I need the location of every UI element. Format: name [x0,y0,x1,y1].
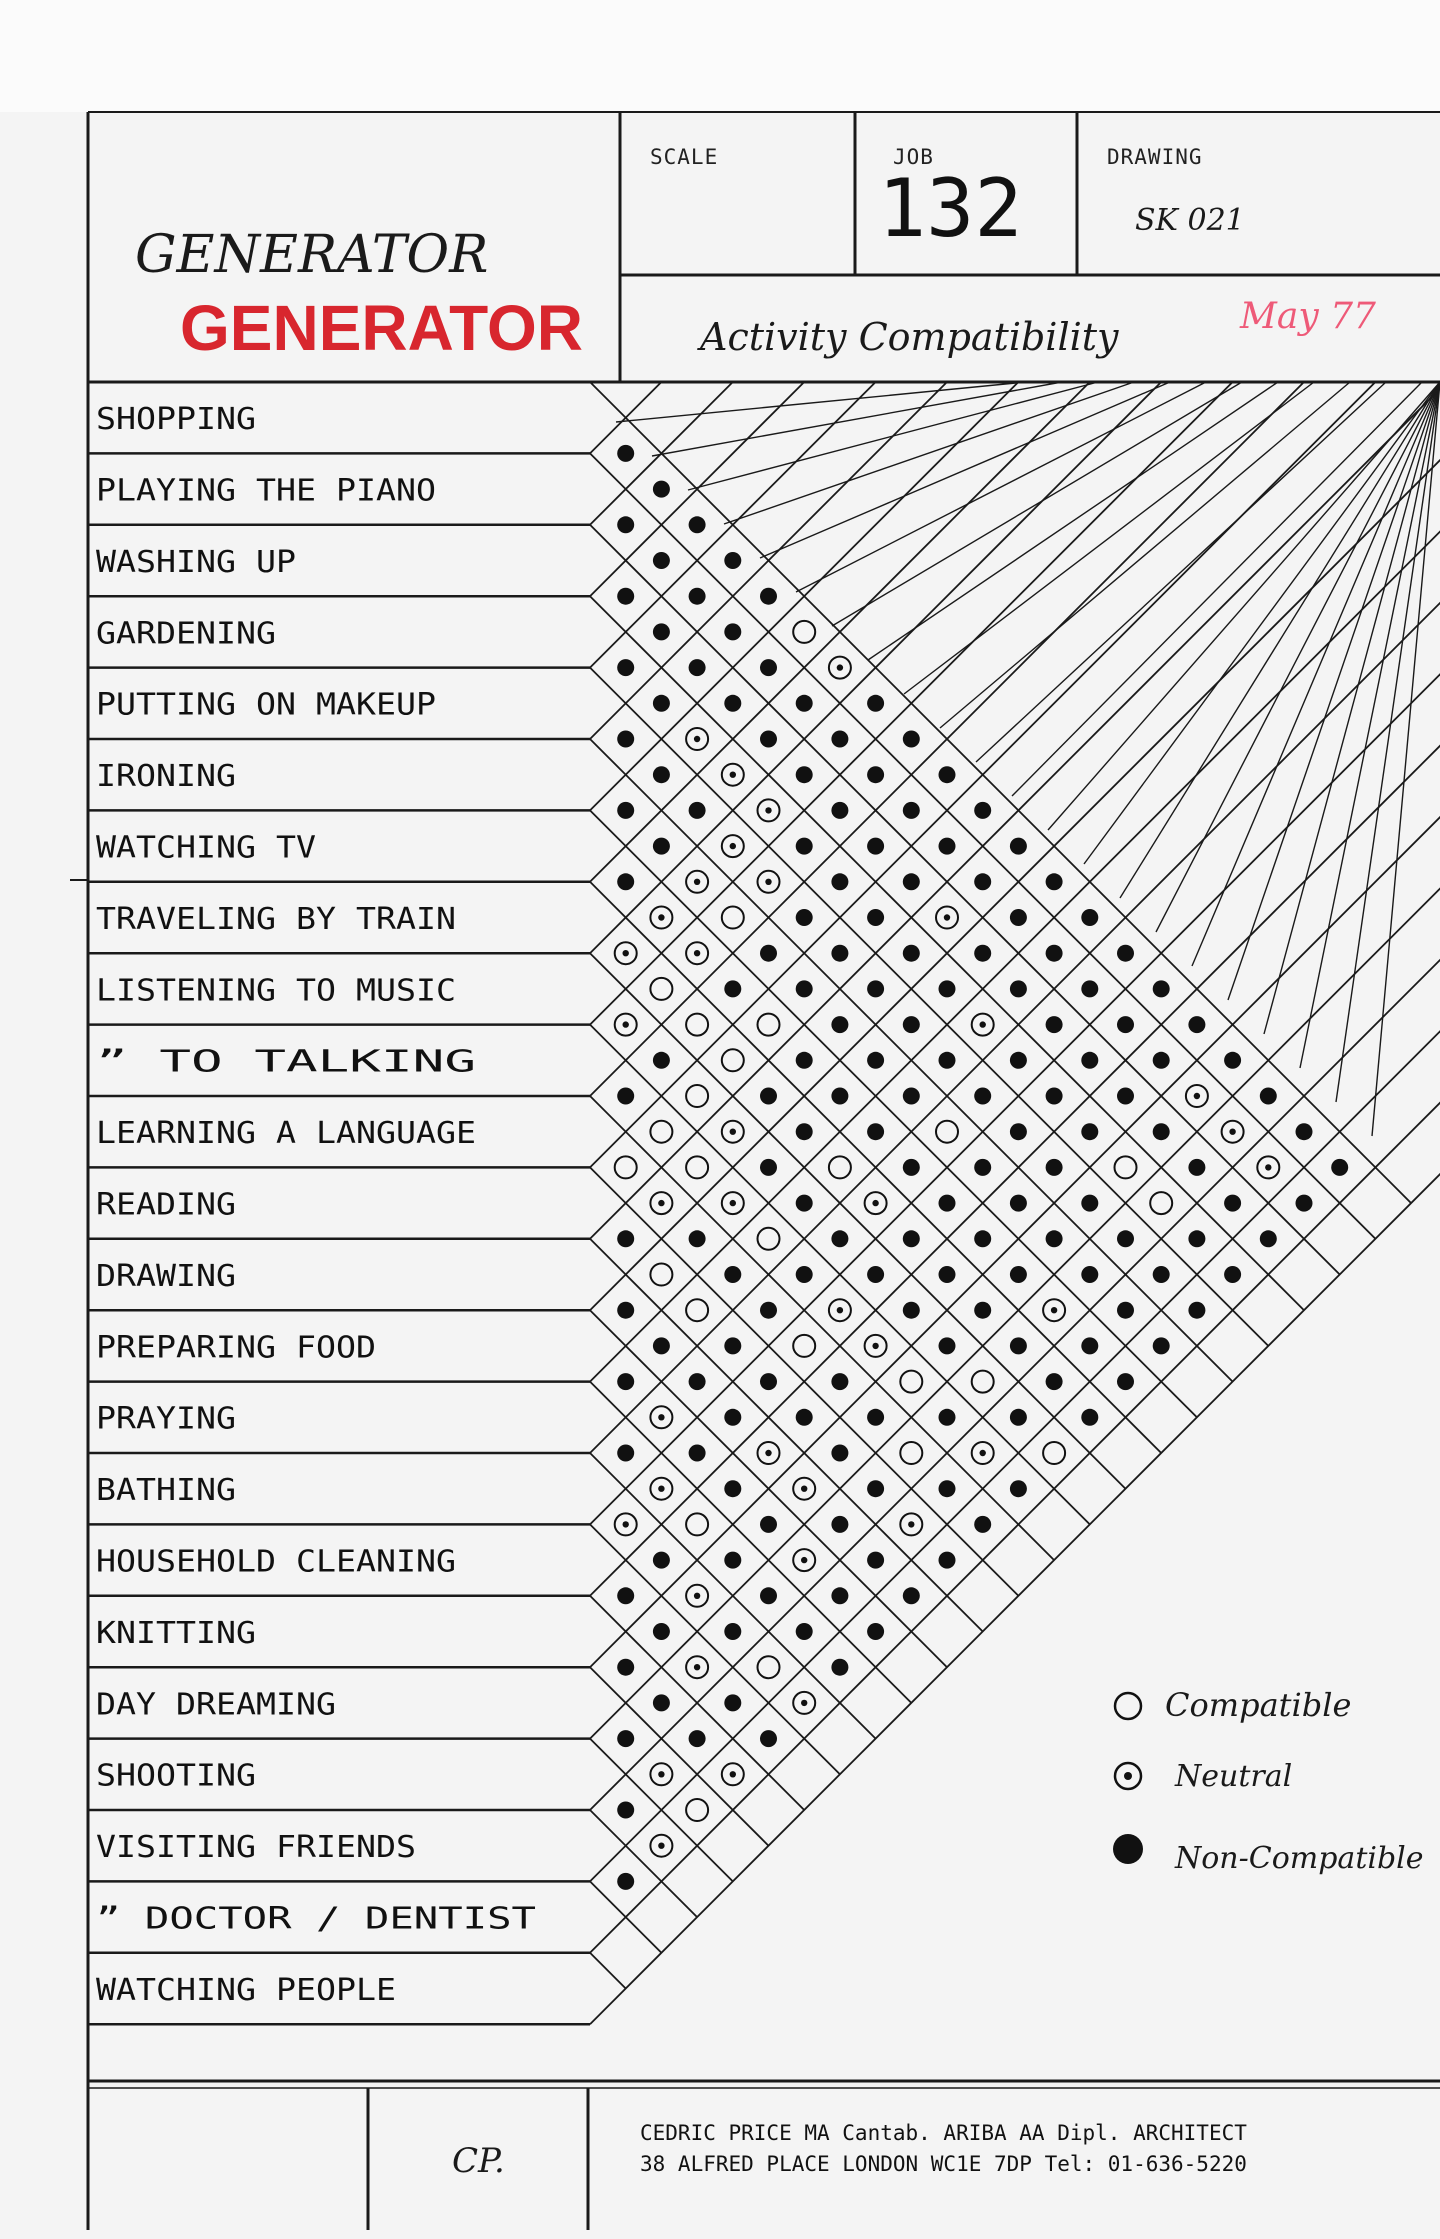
non-compatible-mark [974,1230,991,1247]
non-compatible-mark [653,481,670,498]
non-compatible-mark [1046,1016,1063,1033]
non-compatible-mark [939,1409,956,1426]
non-compatible-mark [1010,1052,1027,1069]
neutral-mark-dot [658,1843,664,1849]
neutral-mark-dot [694,1664,700,1670]
non-compatible-mark [1081,1409,1098,1426]
non-compatible-mark [1188,1016,1205,1033]
non-compatible-mark [903,1088,920,1105]
activity-label: VISITING FRIENDS [96,1830,416,1866]
activity-label: SHOOTING [96,1758,256,1794]
non-compatible-mark [903,731,920,748]
non-compatible-mark [974,1088,991,1105]
neutral-mark-dot [658,1414,664,1420]
non-compatible-mark [1153,1266,1170,1283]
grid-line [590,382,1411,1203]
compatible-mark [1115,1156,1137,1178]
non-compatible-mark [1010,1480,1027,1497]
non-compatible-mark [689,802,706,819]
non-compatible-mark [760,1730,777,1747]
compatible-mark [650,1264,672,1286]
non-compatible-mark [796,1266,813,1283]
hatch-line [1084,382,1440,864]
non-compatible-mark [1153,1123,1170,1140]
non-compatible-mark [1046,1088,1063,1105]
non-compatible-mark [1081,1123,1098,1140]
non-compatible-mark [1188,1230,1205,1247]
compatible-mark [650,978,672,1000]
neutral-mark-dot [765,879,771,885]
legend-compatible-label: Compatible [1165,1686,1352,1724]
non-compatible-symbol [1113,1834,1143,1864]
non-compatible-mark [974,1516,991,1533]
non-compatible-mark [1010,1409,1027,1426]
grid-line [590,953,1126,1488]
non-compatible-mark [939,980,956,997]
non-compatible-mark [1046,1159,1063,1176]
non-compatible-mark [1224,1266,1241,1283]
non-compatible-mark [1117,1302,1134,1319]
neutral-mark-dot [765,807,771,813]
non-compatible-mark [867,1409,884,1426]
compatible-mark [650,1121,672,1143]
non-compatible-mark [1224,1195,1241,1212]
activity-label: WATCHING PEOPLE [96,1972,396,2008]
non-compatible-mark [1260,1230,1277,1247]
non-compatible-mark [831,1587,848,1604]
neutral-mark-dot [694,736,700,742]
non-compatible-mark [1010,1266,1027,1283]
non-compatible-mark [724,1480,741,1497]
job-label: JOB [893,145,934,169]
non-compatible-mark [831,1016,848,1033]
non-compatible-mark [1010,1123,1027,1140]
non-compatible-mark [1010,909,1027,926]
activity-label: HOUSEHOLD CLEANING [96,1544,456,1580]
non-compatible-mark [617,1659,634,1676]
neutral-mark-dot [694,1593,700,1599]
neutral-mark-dot [1051,1307,1057,1313]
activity-labels [96,402,536,2008]
compatible-mark [686,1299,708,1321]
non-compatible-mark [1296,1123,1313,1140]
non-compatible-mark [617,873,634,890]
drawing-number: SK 021 [1135,203,1245,238]
non-compatible-mark [617,659,634,676]
neutral-mark-dot [658,1771,664,1777]
non-compatible-mark [903,1016,920,1033]
non-compatible-mark [974,873,991,890]
neutral-mark-dot [730,1129,736,1135]
scale-label: SCALE [650,145,719,169]
activity-label: ” TO TALKING [96,1044,476,1080]
non-compatible-mark [653,1552,670,1569]
non-compatible-mark [831,731,848,748]
non-compatible-mark [724,1694,741,1711]
compatible-mark [686,1799,708,1821]
non-compatible-mark [617,1587,634,1604]
non-compatible-mark [1224,1052,1241,1069]
activity-label: PUTTING ON MAKEUP [96,687,436,723]
non-compatible-mark [1081,1337,1098,1354]
grid-line [590,382,1440,1667]
non-compatible-mark [689,1230,706,1247]
non-compatible-mark [796,1052,813,1069]
non-compatible-mark [653,1052,670,1069]
activity-label: GARDENING [96,616,276,652]
non-compatible-mark [760,945,777,962]
neutral-mark-dot [872,1343,878,1349]
legend [1113,1686,1424,1876]
non-compatible-mark [1117,1230,1134,1247]
non-compatible-mark [796,695,813,712]
non-compatible-mark [831,1659,848,1676]
non-compatible-mark [939,1552,956,1569]
non-compatible-mark [974,802,991,819]
non-compatible-mark [689,1730,706,1747]
non-compatible-mark [1081,1052,1098,1069]
architect-address: 38 ALFRED PLACE LONDON WC1E 7DP Tel: 01-636-5220 [640,2152,1247,2176]
compatible-mark [686,1513,708,1535]
non-compatible-mark [724,1552,741,1569]
activity-label: PRAYING [96,1401,236,1437]
compatible-mark [936,1121,958,1143]
non-compatible-mark [796,980,813,997]
non-compatible-mark [653,552,670,569]
non-compatible-mark [939,1195,956,1212]
non-compatible-mark [617,1873,634,1890]
compatible-mark [758,1228,780,1250]
neutral-mark-dot [730,772,736,778]
non-compatible-mark [796,1409,813,1426]
non-compatible-mark [760,731,777,748]
top-margin [0,0,1440,112]
non-compatible-mark [1010,1195,1027,1212]
non-compatible-mark [867,1123,884,1140]
non-compatible-mark [760,1159,777,1176]
non-compatible-mark [1081,1266,1098,1283]
neutral-mark-dot [980,1450,986,1456]
activity-label: SHOPPING [96,402,256,438]
grid-line [590,382,1440,1382]
non-compatible-mark [617,516,634,533]
neutral-mark-dot [1194,1093,1200,1099]
non-compatible-mark [974,1302,991,1319]
compatible-mark [758,1014,780,1036]
non-compatible-mark [796,1195,813,1212]
grid-line [590,1953,626,1989]
compatible-mark [972,1371,994,1393]
non-compatible-mark [689,1445,706,1462]
non-compatible-mark [617,1730,634,1747]
non-compatible-mark [831,802,848,819]
non-compatible-mark [867,695,884,712]
neutral-mark-dot [801,1700,807,1706]
activity-label: BATHING [96,1473,236,1509]
non-compatible-mark [796,1123,813,1140]
legend-neutral-label: Neutral [1175,1759,1293,1794]
activity-label: IRONING [96,759,236,795]
non-compatible-mark [903,802,920,819]
non-compatible-mark [1046,873,1063,890]
non-compatible-mark [939,1337,956,1354]
non-compatible-mark [1117,945,1134,962]
non-compatible-mark [617,1802,634,1819]
neutral-mark-dot [837,664,843,670]
non-compatible-mark [1046,945,1063,962]
legend-non-compatible-label: Non-Compatible [1175,1841,1424,1876]
non-compatible-mark [1153,980,1170,997]
non-compatible-mark [1010,838,1027,855]
neutral-mark-dot [658,1486,664,1492]
non-compatible-mark [617,1230,634,1247]
non-compatible-mark [867,1480,884,1497]
non-compatible-mark [903,1159,920,1176]
drawing-subject: Activity Compatibility [700,315,1119,359]
neutral-mark-dot [908,1521,914,1527]
non-compatible-mark [724,1337,741,1354]
non-compatible-mark [1153,1052,1170,1069]
non-compatible-mark [796,1623,813,1640]
compatible-mark [793,1335,815,1357]
activity-label: LISTENING TO MUSIC [96,973,456,1009]
compatible-symbol [1115,1693,1141,1719]
non-compatible-mark [689,588,706,605]
non-compatible-mark [1117,1373,1134,1390]
grid-line [590,810,1197,1417]
hatch-line [1336,382,1440,1102]
non-compatible-mark [653,695,670,712]
compatible-mark [900,1371,922,1393]
non-compatible-mark [724,1409,741,1426]
non-compatible-mark [1081,909,1098,926]
non-compatible-mark [1117,1088,1134,1105]
non-compatible-mark [760,1302,777,1319]
non-compatible-mark [760,1516,777,1533]
activity-label: PLAYING THE PIANO [96,473,436,509]
compatible-mark [686,1156,708,1178]
non-compatible-mark [653,838,670,855]
hatch-line [1228,382,1440,1000]
non-compatible-mark [831,1088,848,1105]
non-compatible-mark [1081,1195,1098,1212]
non-compatible-mark [760,1587,777,1604]
non-compatible-mark [1153,1337,1170,1354]
compatible-mark [829,1156,851,1178]
neutral-mark-dot [623,1521,629,1527]
neutral-mark-dot [1265,1164,1271,1170]
compatible-mark [686,1014,708,1036]
non-compatible-mark [939,1266,956,1283]
hatch-line [724,382,1134,524]
non-compatible-mark [760,659,777,676]
non-compatible-mark [1188,1302,1205,1319]
neutral-mark-dot [837,1307,843,1313]
hatch-line [1264,382,1440,1034]
non-compatible-mark [1081,980,1098,997]
non-compatible-mark [724,695,741,712]
activity-label: DAY DREAMING [96,1687,336,1723]
compatible-mark [793,621,815,643]
non-compatible-mark [831,1516,848,1533]
non-compatible-mark [867,1623,884,1640]
neutral-mark-dot [980,1021,986,1027]
non-compatible-mark [831,1230,848,1247]
non-compatible-mark [939,766,956,783]
grid-line [590,525,1340,1275]
neutral-mark-dot [801,1557,807,1563]
non-compatible-mark [653,1694,670,1711]
non-compatible-mark [831,945,848,962]
non-compatible-mark [1010,1337,1027,1354]
architect-name: CEDRIC PRICE MA Cantab. ARIBA AA Dipl. ARCHITECT [640,2121,1247,2145]
non-compatible-mark [831,1373,848,1390]
non-compatible-mark [689,1373,706,1390]
project-name-handwritten: GENERATOR [135,225,489,285]
neutral-mark-dot [872,1200,878,1206]
non-compatible-mark [724,1623,741,1640]
non-compatible-mark [867,1552,884,1569]
non-compatible-mark [617,588,634,605]
activity-label: WATCHING TV [96,830,316,866]
hatch-line [1012,382,1422,796]
non-compatible-mark [974,945,991,962]
activity-label: DRAWING [96,1258,236,1294]
non-compatible-mark [653,623,670,640]
compatible-mark [1150,1192,1172,1214]
non-compatible-mark [867,1266,884,1283]
non-compatible-mark [760,588,777,605]
architect-initials: CP. [452,2141,505,2181]
neutral-mark-dot [730,843,736,849]
grid-line [590,1239,983,1632]
compatible-mark [758,1656,780,1678]
non-compatible-mark [796,838,813,855]
non-compatible-mark [760,1088,777,1105]
neutral-symbol-dot [1124,1772,1132,1780]
non-compatible-mark [724,1266,741,1283]
non-compatible-mark [903,1587,920,1604]
compatible-mark [1043,1442,1065,1464]
non-compatible-mark [617,1445,634,1462]
hatch-line [760,382,1170,558]
non-compatible-mark [867,838,884,855]
compatible-mark [615,1156,637,1178]
hatch-line [616,382,1026,422]
activity-label: READING [96,1187,236,1223]
neutral-mark-dot [801,1486,807,1492]
non-compatible-mark [1117,1016,1134,1033]
activity-label: PREPARING FOOD [96,1330,376,1366]
non-compatible-mark [903,873,920,890]
non-compatible-mark [1188,1159,1205,1176]
non-compatible-mark [939,1480,956,1497]
grid-line [590,382,1440,1810]
compatible-mark [722,907,744,929]
grid-line [590,1667,769,1846]
non-compatible-mark [939,838,956,855]
compatible-mark [900,1442,922,1464]
neutral-mark-dot [623,950,629,956]
non-compatible-mark [1046,1230,1063,1247]
grid-line [590,1382,911,1703]
non-compatible-mark [653,1337,670,1354]
activity-label: WASHING UP [96,544,296,580]
grid-line [590,1810,697,1917]
non-compatible-mark [724,623,741,640]
compatible-mark [722,1049,744,1071]
non-compatible-mark [796,909,813,926]
non-compatible-mark [867,766,884,783]
hatch-line [796,382,1206,592]
neutral-mark-dot [730,1200,736,1206]
activity-label: ” DOCTOR / DENTIST [96,1901,536,1937]
non-compatible-mark [831,1445,848,1462]
non-compatible-mark [617,1302,634,1319]
non-compatible-mark [903,945,920,962]
non-compatible-mark [1296,1195,1313,1212]
non-compatible-mark [617,802,634,819]
neutral-mark-dot [944,914,950,920]
neutral-mark-dot [658,914,664,920]
non-compatible-mark [653,766,670,783]
non-compatible-mark [867,980,884,997]
non-compatible-mark [903,1230,920,1247]
non-compatible-mark [939,1052,956,1069]
project-name-stamp: GENERATOR [180,292,583,364]
neutral-mark-dot [694,879,700,885]
non-compatible-mark [617,445,634,462]
neutral-mark-dot [694,950,700,956]
drawing-label: DRAWING [1107,145,1203,169]
non-compatible-mark [617,731,634,748]
non-compatible-mark [760,1373,777,1390]
non-compatible-mark [831,873,848,890]
neutral-mark-dot [730,1771,736,1777]
non-compatible-mark [617,1373,634,1390]
hatch-line [1120,382,1440,898]
neutral-mark-dot [658,1200,664,1206]
non-compatible-mark [796,766,813,783]
activity-label: LEARNING A LANGUAGE [96,1116,476,1152]
non-compatible-mark [867,909,884,926]
non-compatible-mark [617,1088,634,1105]
neutral-mark-dot [623,1021,629,1027]
non-compatible-mark [867,1052,884,1069]
hatch-line [832,382,1242,626]
activity-label: TRAVELING BY TRAIN [96,901,456,937]
non-compatible-mark [1331,1159,1348,1176]
non-compatible-mark [724,552,741,569]
non-compatible-mark [1010,980,1027,997]
neutral-mark-dot [765,1450,771,1456]
compatible-mark [686,1085,708,1107]
non-compatible-mark [653,1623,670,1640]
non-compatible-mark [903,1302,920,1319]
non-compatible-mark [974,1159,991,1176]
activity-label: KNITTING [96,1615,256,1651]
hatch-line [1192,382,1440,966]
non-compatible-mark [1046,1373,1063,1390]
non-compatible-mark [689,516,706,533]
non-compatible-mark [689,659,706,676]
non-compatible-mark [724,980,741,997]
drawing-date: May 77 [1240,296,1376,337]
job-number: 132 [878,162,1023,255]
neutral-mark-dot [1229,1129,1235,1135]
non-compatible-mark [1260,1088,1277,1105]
